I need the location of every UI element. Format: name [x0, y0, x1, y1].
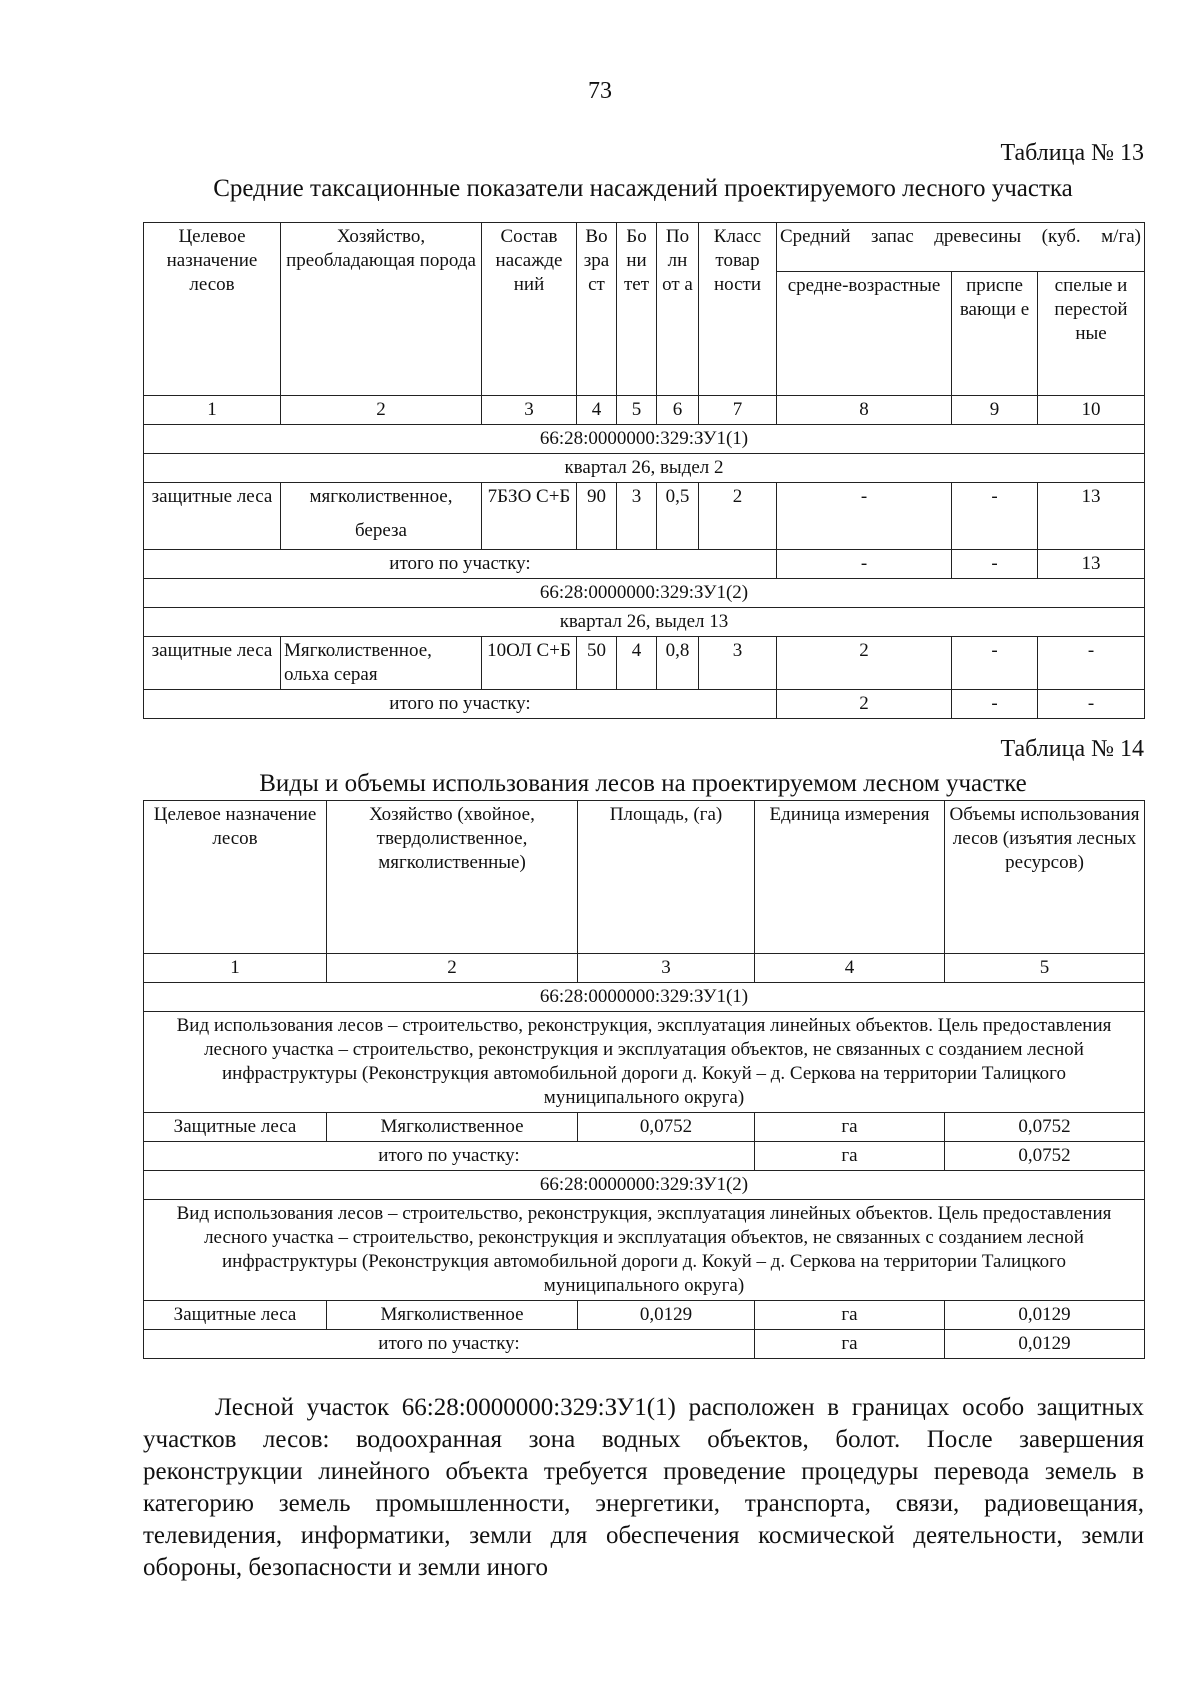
table14-header-row	[144, 801, 1145, 954]
table13	[143, 222, 1145, 719]
t13-cell-density: 0,5	[657, 483, 699, 550]
t14-colnum: 3	[578, 954, 755, 983]
t13-cell-farm	[281, 483, 482, 550]
t13-cell-mature: -	[1038, 637, 1145, 690]
t13-cell-ripening: -	[952, 483, 1038, 550]
t13-header-purpose: Целевое назначение лесов	[144, 223, 281, 396]
t13-colnum: 5	[617, 396, 657, 425]
t14-colnum: 1	[144, 954, 327, 983]
table-row	[144, 1113, 1145, 1142]
t13-total-ripening: -	[952, 550, 1038, 579]
t14-header-farm: Хозяйство (хвойное, твердолиственное, мягколиственные)	[327, 801, 578, 954]
t14-cell-farm: Мягколиственное	[327, 1113, 578, 1142]
t14-cadastre: 66:28:0000000:329:ЗУ1(1)	[144, 983, 1145, 1012]
t14-cell-area: 0,0752	[578, 1113, 755, 1142]
t13-cell-farm-line2: ольха серая	[284, 664, 378, 685]
t13-cell-middle-aged: -	[777, 483, 952, 550]
t14-header-unit: Единица измерения	[755, 801, 945, 954]
page-number: 73	[588, 78, 612, 104]
t13-header-ripening: приспе вающи е	[952, 272, 1038, 396]
table-row	[144, 1301, 1145, 1330]
t13-cell-density: 0,8	[657, 637, 699, 690]
t13-header-density: По лн от а	[657, 223, 699, 396]
t13-header-stock: Средний запас древесины (куб. м/га)	[777, 223, 1145, 272]
t14-cell-volume: 0,0129	[945, 1301, 1145, 1330]
table14-colnum-row	[144, 954, 1145, 983]
t13-header-middle-aged: средне-возрастные	[777, 272, 952, 396]
t13-cell-class: 2	[699, 483, 777, 550]
t14-total-unit: га	[755, 1142, 945, 1171]
table-row-total	[144, 690, 1145, 719]
t14-header-purpose: Целевое назначение лесов	[144, 801, 327, 954]
body-paragraph	[143, 1392, 1144, 1584]
table-row-total	[144, 1330, 1145, 1359]
t13-cell-class: 3	[699, 637, 777, 690]
table14-title: Виды и объемы использования лесов на проектируемом лесном участке	[259, 770, 1027, 797]
t13-colnum: 7	[699, 396, 777, 425]
t14-total-unit: га	[755, 1330, 945, 1359]
t13-colnum: 6	[657, 396, 699, 425]
t13-colnum: 9	[952, 396, 1038, 425]
t13-kvartal: квартал 26, выдел 13	[144, 608, 1145, 637]
t13-cell-composition: 7БЗО С+Б	[482, 483, 577, 550]
body-paragraph-text: Лесной участок 66:28:0000000:329:ЗУ1(1) расположен в границах особо защитных участков лесов: водоохранная зона водных объектов, болот. После завершения реконструкции линейного объекта требуется проведение процедуры перевода земель в категорию земель промышленности, энергетики, транспорта, связи, радиовещания, телевидения, информатики, земли для обеспечения космической деятельности, земли обороны, безопасности и земли иного	[143, 1394, 1144, 1581]
table13-title: Средние таксационные показатели насаждений проектируемого лесного участка	[213, 175, 1073, 202]
t13-total-label: итого по участку:	[144, 690, 777, 719]
t13-kvartal: квартал 26, выдел 2	[144, 454, 1145, 483]
t13-cell-age: 90	[577, 483, 617, 550]
t14-total-label: итого по участку:	[144, 1330, 755, 1359]
table13-number: Таблица № 13	[1000, 140, 1144, 166]
t14-cell-volume: 0,0752	[945, 1113, 1145, 1142]
t14-cadastre: 66:28:0000000:329:ЗУ1(2)	[144, 1171, 1145, 1200]
t13-header-composition: Состав насажде ний	[482, 223, 577, 396]
table14	[143, 800, 1145, 1359]
table13-header-row	[144, 223, 1145, 272]
t14-cell-area: 0,0129	[578, 1301, 755, 1330]
t13-cell-bonitet: 3	[617, 483, 657, 550]
t14-total-volume: 0,0752	[945, 1142, 1145, 1171]
t13-header-farm: Хозяйство, преобладающая порода	[281, 223, 482, 396]
t14-cell-purpose: Защитные леса	[144, 1301, 327, 1330]
t13-cell-farm-line1: мягколиственное,	[309, 486, 453, 507]
t13-cell-middle-aged: 2	[777, 637, 952, 690]
t13-total-mature: -	[1038, 690, 1145, 719]
t13-cell-mature: 13	[1038, 483, 1145, 550]
table-row-total	[144, 1142, 1145, 1171]
t13-header-class: Класс товар ности	[699, 223, 777, 396]
t13-header-age: Во зра ст	[577, 223, 617, 396]
t13-cell-composition: 10ОЛ С+Б	[482, 637, 577, 690]
t13-colnum: 4	[577, 396, 617, 425]
t14-colnum: 5	[945, 954, 1145, 983]
t13-cadastre: 66:28:0000000:329:ЗУ1(2)	[144, 579, 1145, 608]
t13-cell-age: 50	[577, 637, 617, 690]
t13-header-bonitet: Бо ни тет	[617, 223, 657, 396]
t14-description: Вид использования лесов – строительство, реконструкция, эксплуатация линейных объектов. Цель предоставления лесного участка – строительство, реконструкция и эксплуатация объектов, не связанных с созданием лесной инфраструктуры (Реконструкция автомобильной дороги д. Кокуй – д. Серкова на территории Талицкого муниципального округа)	[144, 1200, 1145, 1301]
t14-header-volume: Объемы использования лесов (изъятия лесных ресурсов)	[945, 801, 1145, 954]
t13-cell-farm	[281, 637, 482, 690]
t13-total-label: итого по участку:	[144, 550, 777, 579]
t13-colnum: 1	[144, 396, 281, 425]
t13-total-ripening: -	[952, 690, 1038, 719]
t13-cell-purpose: защитные леса	[144, 637, 281, 690]
t14-total-volume: 0,0129	[945, 1330, 1145, 1359]
t13-cell-farm-line1: Мягколиственное,	[284, 640, 432, 661]
t14-cell-unit: га	[755, 1113, 945, 1142]
t13-cadastre: 66:28:0000000:329:ЗУ1(1)	[144, 425, 1145, 454]
t14-cell-farm: Мягколиственное	[327, 1301, 578, 1330]
t13-cell-bonitet: 4	[617, 637, 657, 690]
t13-total-middle-aged: -	[777, 550, 952, 579]
t13-colnum: 10	[1038, 396, 1145, 425]
t14-cell-purpose: Защитные леса	[144, 1113, 327, 1142]
t13-colnum: 2	[281, 396, 482, 425]
t14-header-area: Площадь, (га)	[578, 801, 755, 954]
t14-description: Вид использования лесов – строительство, реконструкция, эксплуатация линейных объектов. Цель предоставления лесного участка – строительство, реконструкция и эксплуатация объектов, не связанных с созданием лесной инфраструктуры (Реконструкция автомобильной дороги д. Кокуй – д. Серкова на территории Талицкого муниципального округа)	[144, 1012, 1145, 1113]
t13-cell-farm-line2: береза	[355, 520, 407, 541]
t13-colnum: 8	[777, 396, 952, 425]
t14-cell-unit: га	[755, 1301, 945, 1330]
table-row	[144, 483, 1145, 550]
t13-total-middle-aged: 2	[777, 690, 952, 719]
table-row-total	[144, 550, 1145, 579]
t13-cell-purpose: защитные леса	[144, 483, 281, 550]
t13-header-mature: спелые и перестой ные	[1038, 272, 1145, 396]
t13-colnum: 3	[482, 396, 577, 425]
t13-cell-ripening: -	[952, 637, 1038, 690]
t13-total-mature: 13	[1038, 550, 1145, 579]
table13-colnum-row	[144, 396, 1145, 425]
t14-colnum: 4	[755, 954, 945, 983]
t14-total-label: итого по участку:	[144, 1142, 755, 1171]
table-row	[144, 637, 1145, 690]
table14-number: Таблица № 14	[1000, 736, 1144, 762]
t14-colnum: 2	[327, 954, 578, 983]
